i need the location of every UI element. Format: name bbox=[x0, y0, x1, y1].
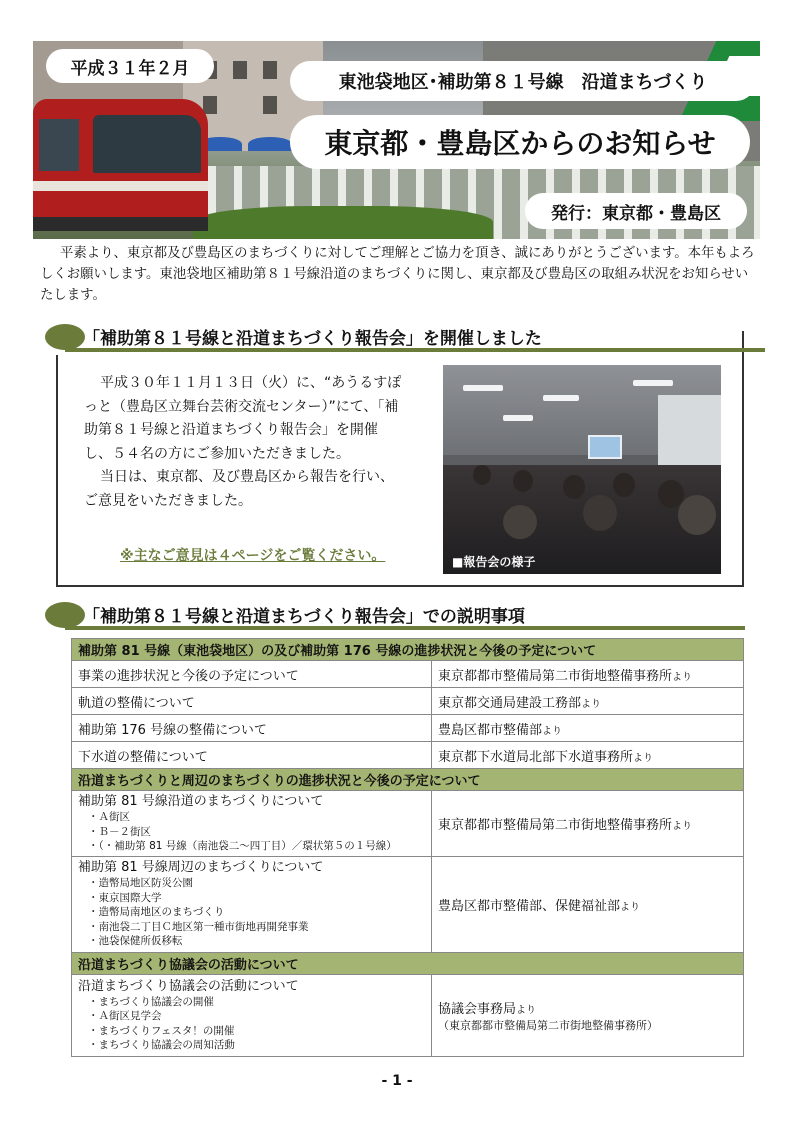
report-box-border bbox=[56, 355, 58, 587]
section-header bbox=[45, 600, 745, 630]
table-group-header: 沿道まちづくりと周辺のまちづくりの進捗状況と今後の予定について bbox=[72, 769, 744, 791]
bullet-list: ・ Ａ街区 ・ Ｂ－２街区 ・ （・補助第 81 号線（南池袋二～四丁目）／環状第５の１号線） bbox=[78, 810, 425, 854]
section-dot bbox=[45, 324, 85, 350]
section-title: 「補助第８１号線と沿道まちづくり報告会」での説明事項 bbox=[83, 607, 525, 627]
header-subtitle: 東池袋地区･補助第８１号線 沿道まちづくり bbox=[290, 61, 756, 101]
window bbox=[233, 61, 247, 79]
table-row: 事業の進捗状況と今後の予定について 東京都都市整備局第二市街地整備事務所より bbox=[72, 661, 744, 688]
intro-paragraph: 平素より、東京都及び豊島区のまちづくりに対してご理解とご協力を頂き、誠にありがとうございます。本年もよろしくお願いします。東池袋地区補助第８１号線沿道のまちづくりに関し、東京都及び豊島区の取組み状況をお知らせいたします。 bbox=[40, 246, 755, 303]
umbrella bbox=[248, 137, 292, 151]
section-header bbox=[45, 322, 745, 352]
report-note: ※主なご意見は４ページをご覧ください。 bbox=[120, 548, 386, 564]
window bbox=[203, 96, 217, 114]
photo-caption: ■報告会の様子 bbox=[452, 555, 536, 569]
table-group-header: 補助第 81 号線（東池袋地区）の及び補助第 176 号線の進捗状況と今後の予定について bbox=[72, 639, 744, 661]
projection-screen bbox=[588, 435, 622, 459]
issue-date: 平成３１年２月 bbox=[46, 49, 214, 83]
table-row: 補助第 81 号線沿道のまちづくりについて ・ Ａ街区 ・ Ｂ－２街区 ・ （・補助第 81 号線（南池袋二～四丁目）／環状第５の１号線） 東京都都市整備局第二市街地整備事務所より bbox=[72, 791, 744, 857]
section-dot bbox=[45, 602, 85, 628]
meeting-photo bbox=[443, 365, 721, 574]
ceiling-light bbox=[463, 385, 503, 391]
ceiling-light bbox=[543, 395, 579, 401]
ceiling-light bbox=[503, 415, 533, 421]
table-row: 補助第 176 号線の整備について 豊島区都市整備部より bbox=[72, 715, 744, 742]
report-body bbox=[84, 372, 402, 513]
tram bbox=[33, 99, 208, 231]
table-row: 補助第 81 号線周辺のまちづくりについて ・ 造幣局地区防災公園 ・ 東京国際大学 ・ 造幣局南地区のまちづくり ・ 南池袋二丁目Ｃ地区第一種市街地再開発事業 ・ 池袋保健所仮移転 豊島区都市整備部、保健福祉部より bbox=[72, 857, 744, 953]
header-title: 東京都・豊島区からのお知らせ bbox=[290, 115, 750, 169]
agenda-table bbox=[71, 638, 744, 1057]
report-paragraph: 当日は、東京都、及び豊島区から報告を行い、ご意見をいただきました。 bbox=[84, 469, 394, 509]
page-number: - 1 - bbox=[381, 1073, 413, 1089]
publisher: 発行：東京都・豊島区 bbox=[525, 193, 747, 229]
bullet-list: ・ まちづくり協議会の開催 ・ Ａ街区見学会 ・ まちづくりフェスタ！の開催 ・ まちづくり協議会の周知活動 bbox=[78, 995, 425, 1053]
table-row: 下水道の整備について 東京都下水道局北部下水道事務所より bbox=[72, 742, 744, 769]
bushes bbox=[193, 206, 493, 239]
bullet-list: ・ 造幣局地区防災公園 ・ 東京国際大学 ・ 造幣局南地区のまちづくり ・ 南池袋二丁目Ｃ地区第一種市街地再開発事業 ・ 池袋保健所仮移転 bbox=[78, 876, 425, 949]
report-paragraph: 平成３０年１１月１３日（火）に、“あうるすぽっと（豊島区立舞台芸術交流センター）”にて、「補助第８１号線と沿道まちづくり報告会」を開催し、５４名の方にご参加いただきました。 bbox=[84, 375, 402, 462]
section-title: 「補助第８１号線と沿道まちづくり報告会」を開催しました bbox=[83, 329, 542, 349]
table-row: 軌道の整備について 東京都交通局建設工務部より bbox=[72, 688, 744, 715]
table-row: 沿道まちづくり協議会の活動について ・ まちづくり協議会の開催 ・ Ａ街区見学会 ・ まちづくりフェスタ！の開催 ・ まちづくり協議会の周知活動 協議会事務局より （東京都都市整備局第二市街地整備事務所） bbox=[72, 975, 744, 1057]
table-group-header: 沿道まちづくり協議会の活動について bbox=[72, 953, 744, 975]
window bbox=[263, 96, 277, 114]
ceiling-light bbox=[633, 380, 673, 386]
window bbox=[263, 61, 277, 79]
